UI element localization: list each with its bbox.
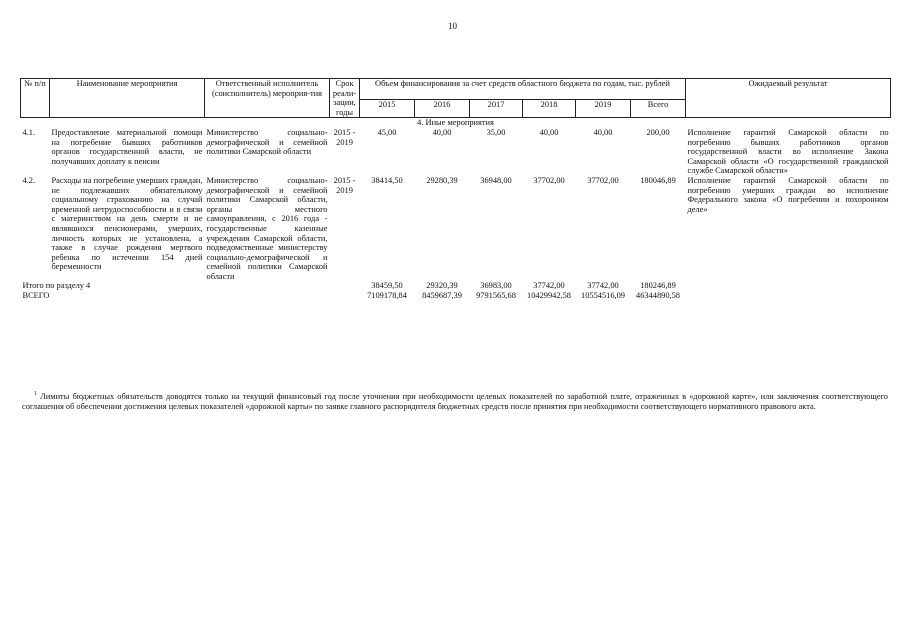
- row-value: 40,00: [593, 127, 613, 137]
- total-value: 37742,00: [533, 281, 565, 291]
- header-executor: Ответственный исполнитель (соисполнитель) мероприя-тия: [205, 79, 330, 118]
- section-title: 4. Иные мероприятия: [417, 118, 494, 128]
- grand-total-value: 8459687,39: [422, 291, 462, 301]
- row-value: 36948,00: [480, 175, 512, 185]
- header-funding: Объем финансирования за счет средств областного бюджета по годам, тыс. рублей: [360, 79, 686, 100]
- row-value: 40,00: [539, 127, 559, 137]
- total-value: 37742,00: [587, 281, 619, 291]
- total-value: 29320,39: [426, 281, 458, 291]
- table-row: [21, 128, 891, 176]
- header-name: Наименование мероприятия: [50, 79, 205, 118]
- grand-total-value: 7109178,84: [367, 291, 407, 301]
- header-num: № п/п: [21, 79, 50, 118]
- grand-total-label: ВСЕГО: [22, 291, 50, 301]
- row-result: Исполнение гарантий Самарской области по погребению бывших работников органов государственной власти во исполнение Закона Самарской области «О государственной гражданской службе Самарской области»: [687, 127, 889, 176]
- header-year: 2015: [360, 100, 415, 118]
- header-result: Ожидаемый результат: [686, 79, 891, 118]
- row-value: 37702,00: [587, 175, 619, 185]
- grand-total-value: 46344890,58: [636, 291, 680, 301]
- row-value: 29280,39: [426, 175, 458, 185]
- total-value: 180246,89: [640, 281, 676, 291]
- row-name: Расходы на погребение умерших граждан, не подлежавших обязательному социальному страхованию на случай временной нетрудоспособности и в связи с материнством на день смерти и не являвшихся пенсионерами, умерших, личность которых не установлена, а также в случае рождения мертвого ребенка по истечении 154 дней беременности: [51, 175, 203, 272]
- row-value: 37702,00: [533, 175, 565, 185]
- total-value: 36983,00: [480, 281, 512, 291]
- header-term: Срок реали-зации, годы: [330, 79, 360, 118]
- header-year: 2017: [470, 100, 523, 118]
- grand-total-value: 10429942,58: [527, 291, 571, 301]
- footnote: [22, 389, 888, 413]
- header-total: Всего: [631, 100, 686, 118]
- row-name: Предоставление материальной помощи на погребение бывших работников органов государственной власти, не получавших доплату к пенсии: [51, 127, 203, 166]
- row-value: 35,00: [486, 127, 506, 137]
- funding-table: [20, 78, 891, 301]
- row-value: 38414,50: [371, 175, 403, 185]
- grand-total-value: 9791565,68: [476, 291, 516, 301]
- row-term: 2015 - 2019: [333, 175, 356, 195]
- grand-total-value: 10554516,09: [581, 291, 625, 301]
- total-label: Итого по разделу 4: [22, 281, 91, 291]
- footnote-marker: 1: [34, 391, 37, 397]
- row-executor: Министерство социально-демографической и семейной политики Самарской области, органы местного самоуправления, с 2016 года - государственные казенные учреждения Самарской области, подведомственные министерству социально-демографической и семейной политики Самарской области: [206, 175, 328, 281]
- section-total-row: [21, 281, 891, 291]
- row-total: 180046,89: [640, 175, 676, 185]
- row-num: 4.1.: [22, 127, 36, 137]
- row-num: 4.2.: [22, 175, 36, 185]
- grand-total-row: [21, 291, 891, 301]
- total-value: 38459,50: [371, 281, 403, 291]
- row-result: Исполнение гарантий Самарской области по погребению умерших граждан во исполнение Федерального закона «О погребении и похоронном деле»: [687, 175, 889, 214]
- table-row: [21, 176, 891, 282]
- row-value: 45,00: [377, 127, 397, 137]
- page-number: 10: [448, 21, 457, 31]
- header-year: 2016: [415, 100, 470, 118]
- header-year: 2019: [576, 100, 631, 118]
- row-term: 2015 - 2019: [333, 127, 356, 147]
- row-value: 40,00: [432, 127, 452, 137]
- row-executor: Министерство социально-демографической и семейной политики Самарской области: [206, 127, 328, 157]
- footnote-text: Лимиты бюджетных обязательств доводятся только на текущий финансовый год после уточнения при необходимости целевых показателей по заработной плате, отраженных в «дорожной карте», или заключения соответствующего соглашения об обеспечении достижения целевых показателей «дорожной карты» по заявке главного распорядителя бюджетных средств после принятия при необходимости соответствующего нормативного правового акта.: [22, 391, 888, 412]
- header-year: 2018: [523, 100, 576, 118]
- row-total: 200,00: [646, 127, 670, 137]
